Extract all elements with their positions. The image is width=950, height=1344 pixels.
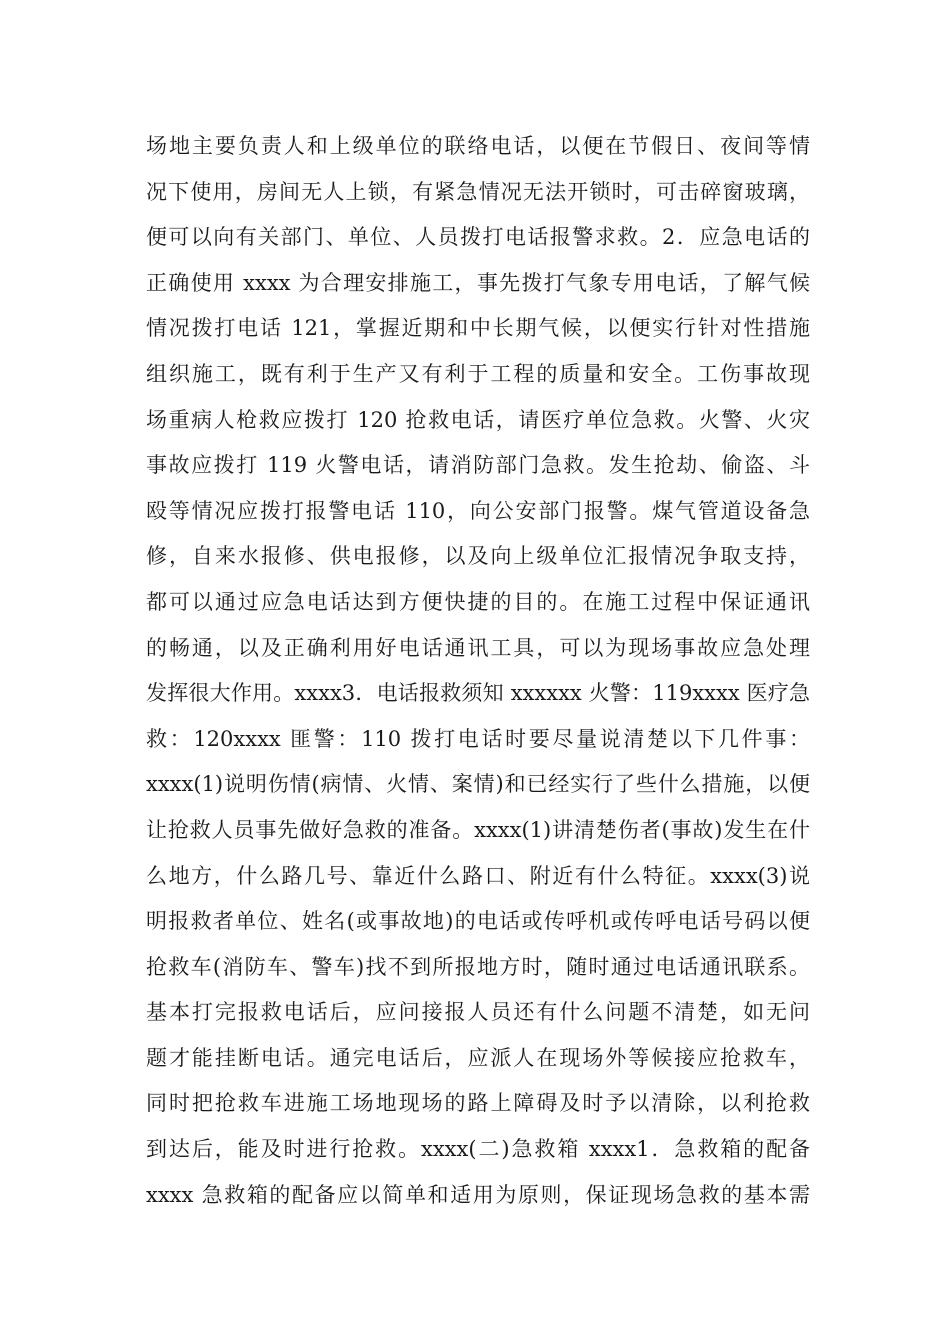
text-line: 正确使用 xxxx 为合理安排施工，事先拨打气象专用电话，了解气候	[146, 270, 810, 295]
text-line: 明报救者单位、姓名(或事故地)的电话或传呼机或传呼电话号码以便	[146, 909, 810, 934]
text-line: 修，自来水报修、供电报修，以及向上级单位汇报情况争取支持，	[146, 544, 810, 569]
text-line: 抢救车(消防车、警车)找不到所报地方时，随时通过电话通讯联系。	[146, 954, 810, 979]
text-line: 么地方，什么路几号、靠近什么路口、附近有什么特征。xxxx(3)说	[146, 863, 810, 888]
body-text	[146, 124, 810, 1218]
text-line: 场地主要负责人和上级单位的联络电话，以便在节假日、夜间等情	[146, 134, 810, 158]
text-line: 题才能挂断电话。通完电话后，应派人在现场外等候接应抢救车，	[146, 1045, 810, 1070]
text-line: 便可以向有关部门、单位、人员拨打电话报警求救。2．应急电话的	[146, 225, 810, 250]
text-line: 同时把抢救车进施工场地现场的路上障碍及时予以清除，以利抢救	[146, 1091, 810, 1116]
text-line: 发挥很大作用。xxxx3．电话报救须知 xxxxxx 火警：119xxxx 医疗急	[146, 681, 810, 706]
text-line: 的畅通，以及正确利用好电话通讯工具，可以为现场事故应急处理	[146, 635, 810, 660]
text-line: xxxx(1)说明伤情(病情、火情、案情)和已经实行了些什么措施，以便	[146, 772, 810, 797]
text-line: 都可以通过应急电话达到方便快捷的目的。在施工过程中保证通讯	[146, 589, 810, 614]
text-line: 情况拨打电话 121，掌握近期和中长期气候，以便实行针对性措施	[146, 316, 810, 341]
text-line: 况下使用，房间无人上锁，有紧急情况无法开锁时，可击碎窗玻璃，	[146, 179, 810, 204]
text-line: 殴等情况应拨打报警电话 110，向公安部门报警。煤气管道设备急	[146, 498, 810, 523]
text-line: 组织施工，既有利于生产又有利于工程的质量和安全。工伤事故现	[146, 361, 810, 386]
text-line: 到达后，能及时进行抢救。xxxx(二)急救箱 xxxx1．急救箱的配备	[146, 1137, 810, 1162]
text-line: xxxx 急救箱的配备应以简单和适用为原则，保证现场急救的基本需	[146, 1182, 810, 1207]
text-line: 让抢救人员事先做好急救的准备。xxxx(1)讲清楚伤者(事故)发生在什	[146, 817, 810, 842]
text-line: 基本打完报救电话后，应问接报人员还有什么问题不清楚，如无问	[146, 1000, 810, 1025]
text-line: 场重病人枪救应拨打 120 抢救电话，请医疗单位急救。火警、火灾	[146, 407, 810, 432]
text-line: 救：120xxxx 匪警：110 拨打电话时要尽量说清楚以下几件事：	[146, 726, 810, 751]
text-line: 事故应拨打 119 火警电话，请消防部门急救。发生抢劫、偷盗、斗	[146, 453, 810, 478]
